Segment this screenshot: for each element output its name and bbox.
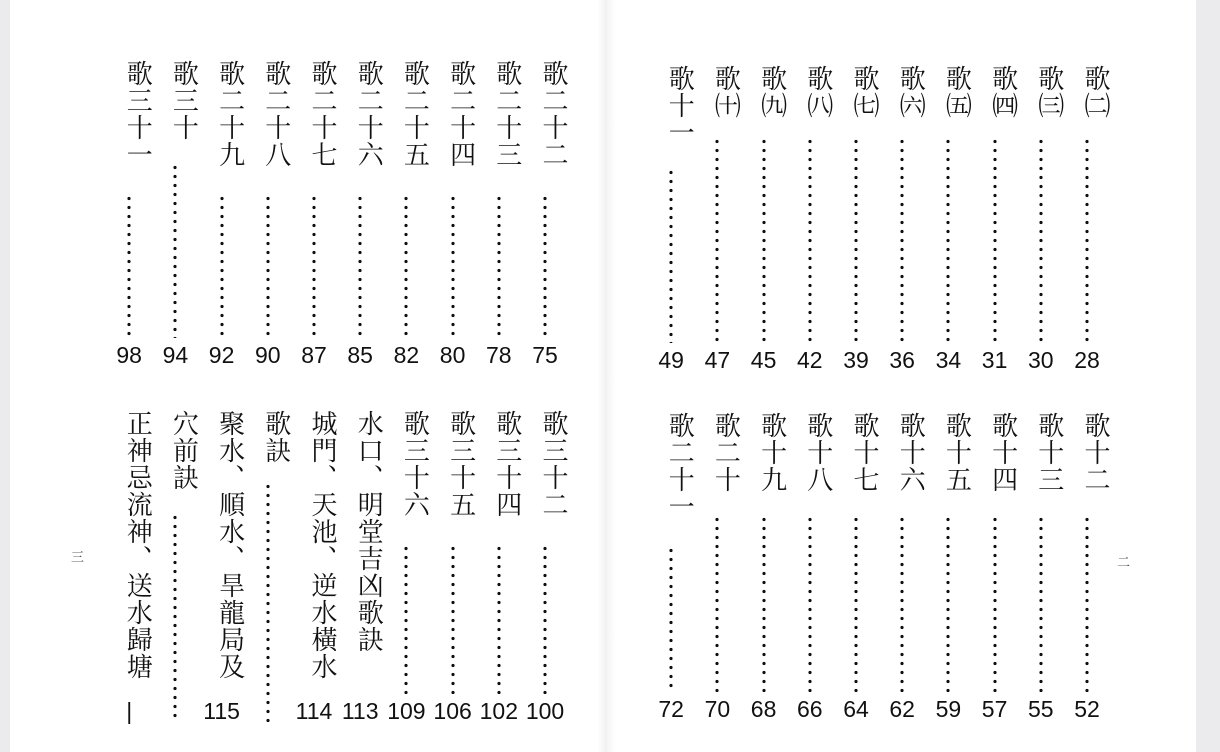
- toc-page-number: 80: [439, 342, 466, 368]
- toc-entry: [833, 412, 879, 742]
- toc-entry-title: 歌㈧: [802, 65, 833, 119]
- toc-entry: [787, 412, 833, 742]
- toc-page-number: 98: [116, 342, 142, 368]
- toc-leader-dots: [900, 515, 904, 692]
- toc-entry-title: 城門、天池、逆水橫水: [307, 410, 337, 680]
- left-page-top-row: [88, 60, 568, 390]
- toc-entry-title: 歌二十九: [214, 60, 245, 168]
- toc-leader-dots: [993, 137, 997, 343]
- toc-entry: [741, 412, 787, 742]
- toc-entry-title: 歌十五: [941, 412, 972, 493]
- toc-leader-dots: [946, 137, 950, 343]
- toc-entry: [833, 65, 879, 395]
- toc-entry: [879, 412, 925, 742]
- toc-leader-dots: [358, 194, 362, 338]
- toc-entry: [152, 410, 198, 740]
- toc-leader-dots: [808, 137, 812, 343]
- toc-page-number: 109: [387, 698, 426, 724]
- toc-entry: [383, 60, 429, 390]
- toc-leader-dots: [1039, 137, 1043, 343]
- toc-leader-dots: [946, 515, 950, 692]
- toc-entry: [337, 410, 383, 740]
- toc-page-number: 115: [203, 698, 240, 724]
- toc-leader-dots: [451, 194, 455, 338]
- toc-entry-title: 水口、明堂吉凶歌訣: [353, 410, 384, 653]
- toc-entry: [1064, 65, 1110, 395]
- toc-entry: [741, 65, 787, 395]
- toc-entry: [152, 60, 198, 390]
- toc-leader-dots: [854, 515, 858, 692]
- toc-entry: [787, 65, 833, 395]
- toc-entry: [1018, 412, 1064, 742]
- toc-entry-title: 歌二十八: [260, 60, 291, 168]
- toc-entry: [972, 65, 1018, 395]
- toc-entry-title: 歌三十四: [491, 410, 522, 518]
- toc-page-number: 78: [486, 342, 512, 368]
- toc-leader-dots: [854, 137, 858, 343]
- toc-entry-title: 歌三十一: [122, 60, 153, 168]
- toc-entry-title: 歌㈩: [710, 65, 741, 119]
- toc-leader-dots: [404, 194, 408, 338]
- toc-page-number: 31: [981, 347, 1008, 373]
- toc-page-number: 28: [1074, 347, 1100, 373]
- toc-entry: [925, 65, 971, 395]
- toc-page-number: 102: [479, 698, 518, 724]
- toc-page-number: 49: [658, 347, 684, 373]
- toc-page-number: 57: [981, 696, 1008, 722]
- toc-entry: [925, 412, 971, 742]
- toc-entry: [1018, 65, 1064, 395]
- toc-entry: [291, 60, 337, 390]
- toc-entry: [648, 412, 694, 742]
- toc-entry: [648, 65, 694, 395]
- toc-leader-dots: [762, 137, 766, 343]
- toc-page-number: 34: [935, 347, 962, 373]
- toc-entry: [430, 410, 476, 740]
- toc-leader-dots: [451, 544, 455, 694]
- toc-page-number: 62: [889, 696, 915, 722]
- toc-leader-dots: [404, 544, 408, 694]
- toc-page-number: 87: [301, 342, 327, 368]
- toc-entry-title: 歌十一: [664, 65, 695, 146]
- toc-page-number: 36: [889, 347, 915, 373]
- toc-page-number: 42: [797, 347, 823, 373]
- toc-page-number: |: [126, 698, 133, 724]
- toc-entry: [106, 60, 152, 390]
- toc-page-number: 66: [797, 696, 823, 722]
- toc-entry: [522, 60, 568, 390]
- toc-entry-title: 歌㈢: [1033, 65, 1064, 119]
- toc-leader-dots: [900, 137, 904, 343]
- toc-entry: [337, 60, 383, 390]
- left-page-bottom-row: [88, 410, 568, 740]
- toc-page-number: 100: [525, 698, 565, 724]
- toc-entry-title: 聚水、順水、旱龍局及: [214, 410, 245, 680]
- toc-entry-title: 歌二十七: [307, 60, 337, 168]
- toc-leader-dots: [543, 194, 547, 338]
- toc-entry-title: 歌十四: [987, 412, 1018, 493]
- toc-entry: [1064, 412, 1110, 742]
- toc-entry: [476, 60, 522, 390]
- toc-entry-title: 歌二十六: [353, 60, 384, 168]
- toc-entry: [694, 412, 740, 742]
- toc-entry-title: 歌㈦: [849, 65, 879, 119]
- toc-entry: [291, 410, 337, 740]
- toc-entry-title: 歌二十二: [538, 60, 568, 168]
- toc-leader-dots: [497, 194, 501, 338]
- toc-page-number: 90: [255, 342, 281, 368]
- toc-page-number: 45: [750, 347, 777, 373]
- toc-page-number: 30: [1028, 347, 1054, 373]
- toc-page-number: 55: [1028, 696, 1054, 722]
- toc-page-number: 59: [935, 696, 962, 722]
- toc-page-number: 114: [295, 698, 333, 724]
- toc-page-number: 72: [658, 696, 684, 722]
- toc-entry: [199, 60, 245, 390]
- toc-entry: [199, 410, 245, 740]
- toc-leader-dots: [715, 515, 719, 692]
- toc-entry-title: 歌十三: [1033, 412, 1064, 493]
- left-page-folio: 三: [68, 550, 83, 563]
- book-spread: [10, 0, 1196, 752]
- toc-page-number: 64: [843, 696, 869, 722]
- toc-leader-dots: [993, 515, 997, 692]
- toc-entry-title: 歌二十五: [399, 60, 430, 168]
- toc-leader-dots: [266, 194, 270, 338]
- toc-page-number: 75: [532, 342, 558, 368]
- toc-entry-title: 歌十八: [802, 412, 833, 493]
- toc-entry-title: 歌二十: [710, 412, 741, 493]
- toc-leader-dots: [220, 194, 224, 338]
- toc-entry-title: 歌㈨: [756, 65, 787, 119]
- toc-leader-dots: [1085, 515, 1089, 692]
- toc-entry-title: 歌十二: [1080, 412, 1110, 493]
- toc-page-number: 52: [1074, 696, 1100, 722]
- toc-entry: [430, 60, 476, 390]
- toc-entry: [879, 65, 925, 395]
- toc-entry-title: 歌三十六: [399, 410, 430, 518]
- toc-entry-title: 歌三十二: [538, 410, 568, 518]
- right-page-folio: 二: [1114, 555, 1129, 568]
- toc-leader-dots: [1039, 515, 1043, 692]
- toc-entry: [972, 412, 1018, 742]
- toc-entry: [245, 60, 291, 390]
- toc-leader-dots: [312, 194, 316, 338]
- toc-page-number: 106: [433, 698, 472, 724]
- toc-page-number: 68: [750, 696, 777, 722]
- toc-leader-dots: [715, 137, 719, 343]
- toc-leader-dots: [669, 168, 673, 343]
- toc-entry-title: 穴前訣: [168, 410, 199, 491]
- toc-leader-dots: [762, 515, 766, 692]
- toc-leader-dots: [266, 482, 270, 722]
- toc-entry: [522, 410, 568, 740]
- toc-page-number: 47: [704, 347, 731, 373]
- toc-entry: [245, 410, 291, 740]
- toc-leader-dots: [1085, 137, 1089, 343]
- toc-entry-title: 歌十七: [849, 412, 879, 493]
- toc-entry: [106, 410, 152, 740]
- toc-page-number: 70: [704, 696, 731, 722]
- toc-page-number: 85: [347, 342, 373, 368]
- toc-page-number: 113: [341, 698, 379, 724]
- toc-page-number: 39: [843, 347, 869, 373]
- toc-entry-title: 歌二十四: [445, 60, 476, 168]
- toc-leader-dots: [808, 515, 812, 692]
- toc-entry-title: 歌㈤: [941, 65, 972, 119]
- toc-leader-dots: [543, 544, 547, 694]
- toc-entry-title: 歌㈣: [987, 65, 1018, 119]
- toc-entry: [694, 65, 740, 395]
- toc-entry-title: 歌三十: [168, 60, 199, 141]
- toc-leader-dots: [127, 194, 131, 338]
- toc-leader-dots: [173, 513, 177, 722]
- toc-entry-title: 歌十九: [756, 412, 787, 493]
- toc-entry-title: 歌㈡: [1080, 65, 1110, 119]
- toc-page-number: 82: [393, 342, 420, 368]
- toc-page-number: 94: [162, 342, 189, 368]
- book-gutter: [598, 0, 616, 752]
- toc-leader-dots: [669, 546, 673, 692]
- toc-page-number: 92: [208, 342, 235, 368]
- right-page-top-row: [640, 65, 1110, 395]
- toc-leader-dots: [497, 544, 501, 694]
- toc-entry-title: 歌二十一: [664, 412, 695, 520]
- toc-entry: [383, 410, 429, 740]
- toc-entry-title: 歌三十五: [445, 410, 476, 518]
- right-page-bottom-row: [640, 412, 1110, 742]
- toc-entry-title: 正神忌流神、送水歸塘: [122, 410, 153, 680]
- toc-entry: [476, 410, 522, 740]
- toc-entry-title: 歌㈥: [895, 65, 926, 119]
- toc-leader-dots: [173, 163, 177, 338]
- toc-entry-title: 歌訣: [260, 410, 291, 464]
- toc-entry-title: 歌二十三: [491, 60, 522, 168]
- toc-entry-title: 歌十六: [895, 412, 926, 493]
